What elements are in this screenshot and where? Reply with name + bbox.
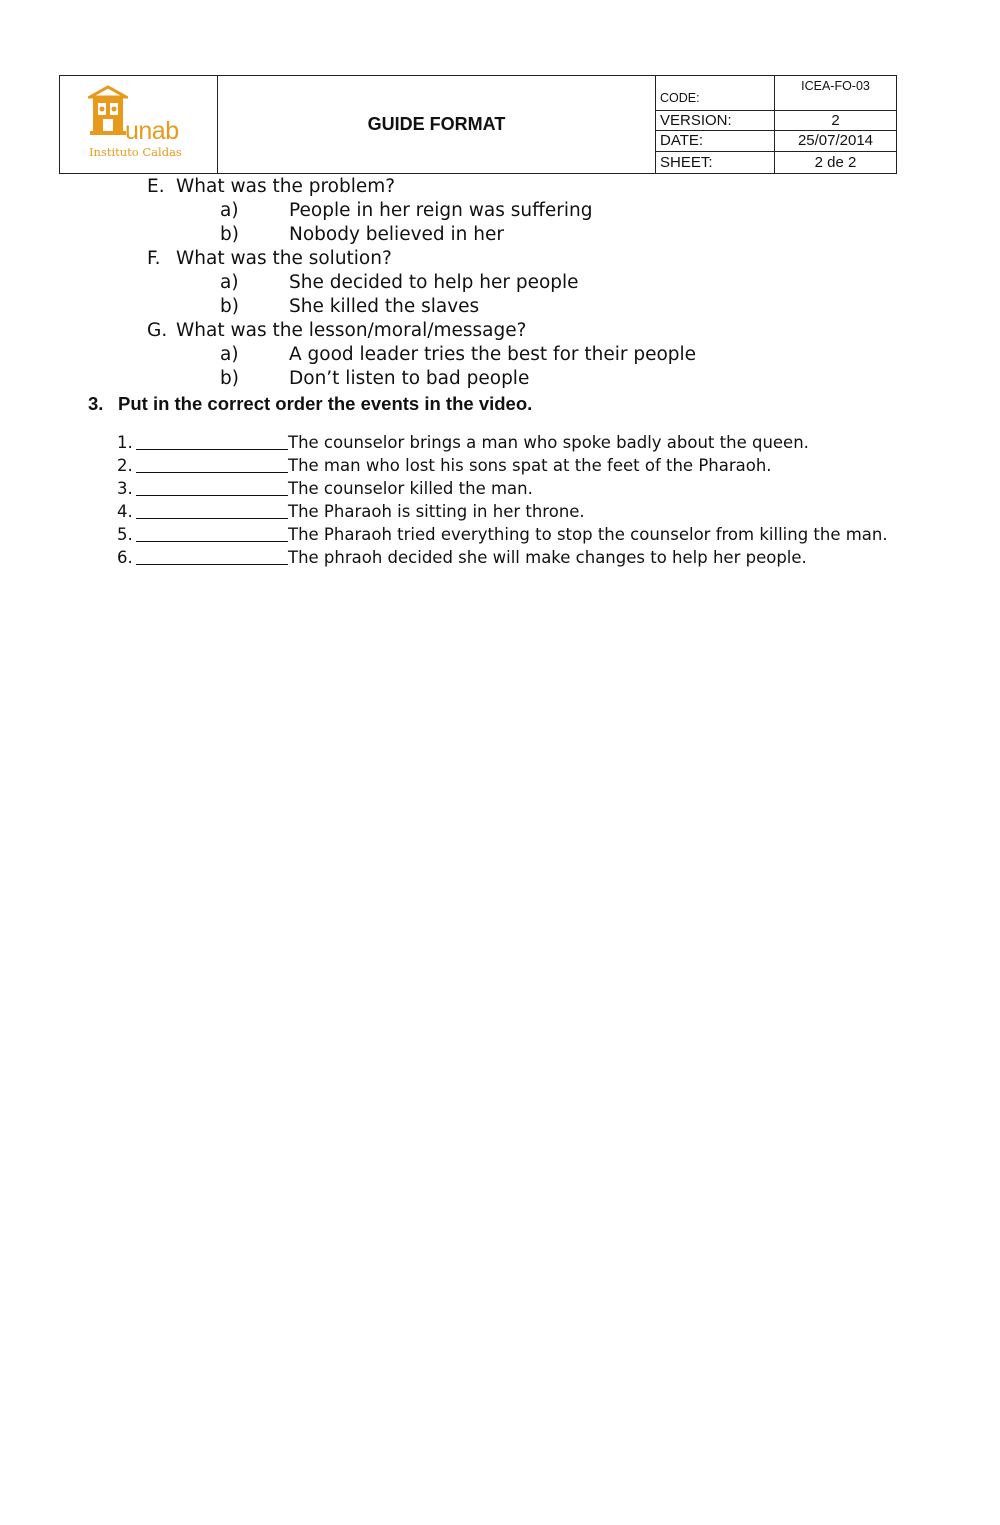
sheet-value: 2 de 2 bbox=[775, 151, 897, 173]
item-number: 3. bbox=[117, 479, 133, 498]
order-list bbox=[117, 431, 888, 569]
item-number: 1. bbox=[117, 433, 133, 452]
option-text: She decided to help her people bbox=[289, 272, 579, 293]
section-3-title bbox=[88, 393, 532, 415]
list-item bbox=[117, 523, 888, 546]
item-text: The man who lost his sons spat at the feet of the Pharaoh. bbox=[288, 456, 772, 475]
answer-blank[interactable] bbox=[136, 525, 288, 542]
item-text: The phraoh decided she will make changes to help her people. bbox=[288, 548, 807, 567]
question-text: What was the solution? bbox=[176, 248, 392, 269]
answer-option bbox=[147, 199, 696, 223]
list-item bbox=[117, 500, 888, 523]
answer-blank[interactable] bbox=[136, 548, 288, 565]
item-number: 6. bbox=[117, 548, 133, 567]
option-text: Nobody believed in her bbox=[289, 224, 504, 245]
option-letter: a) bbox=[220, 272, 239, 293]
question-block bbox=[147, 175, 696, 391]
answer-option bbox=[147, 271, 696, 295]
building-icon bbox=[88, 85, 128, 141]
option-letter: b) bbox=[220, 296, 239, 317]
item-text: The counselor killed the man. bbox=[288, 479, 533, 498]
logo-word: unab bbox=[125, 117, 179, 145]
option-text: Don’t listen to bad people bbox=[289, 368, 530, 389]
institution-logo bbox=[88, 85, 198, 159]
list-item bbox=[117, 454, 888, 477]
answer-blank[interactable] bbox=[136, 502, 288, 519]
document-title: GUIDE FORMAT bbox=[218, 76, 656, 174]
list-item bbox=[117, 477, 888, 500]
option-text: She killed the slaves bbox=[289, 296, 480, 317]
date-label: DATE: bbox=[656, 131, 775, 151]
code-label: CODE: bbox=[656, 76, 775, 111]
question-letter: F. bbox=[147, 248, 161, 269]
question-e bbox=[147, 175, 696, 199]
logo-subtitle: Instituto Caldas bbox=[89, 145, 182, 159]
item-text: The Pharaoh tried everything to stop the counselor from killing the man. bbox=[288, 525, 888, 544]
item-number: 4. bbox=[117, 502, 133, 521]
option-text: A good leader tries the best for their people bbox=[289, 344, 697, 365]
option-text: People in her reign was suffering bbox=[289, 200, 593, 221]
code-value: ICEA-FO-03 bbox=[775, 76, 897, 111]
answer-option bbox=[147, 367, 696, 391]
list-item bbox=[117, 546, 888, 569]
option-letter: a) bbox=[220, 200, 239, 221]
option-letter: b) bbox=[220, 224, 239, 245]
question-text: What was the problem? bbox=[176, 176, 396, 197]
question-text: What was the lesson/moral/message? bbox=[176, 320, 527, 341]
answer-option bbox=[147, 295, 696, 319]
question-letter: E. bbox=[147, 176, 165, 197]
answer-blank[interactable] bbox=[136, 456, 288, 473]
version-label: VERSION: bbox=[656, 110, 775, 130]
sheet-label: SHEET: bbox=[656, 151, 775, 173]
section-number: 3. bbox=[88, 393, 104, 414]
answer-option bbox=[147, 223, 696, 247]
version-value: 2 bbox=[775, 110, 897, 130]
option-letter: b) bbox=[220, 368, 239, 389]
answer-blank[interactable] bbox=[136, 433, 288, 450]
section-title-text: Put in the correct order the events in the video. bbox=[118, 393, 533, 414]
question-f bbox=[147, 247, 696, 271]
answer-option bbox=[147, 343, 696, 367]
date-value: 25/07/2014 bbox=[775, 131, 897, 151]
logo-cell bbox=[60, 76, 218, 174]
header-table bbox=[59, 75, 897, 174]
item-text: The Pharaoh is sitting in her throne. bbox=[288, 502, 585, 521]
item-number: 5. bbox=[117, 525, 133, 544]
answer-blank[interactable] bbox=[136, 479, 288, 496]
question-letter: G. bbox=[147, 320, 168, 341]
option-letter: a) bbox=[220, 344, 239, 365]
question-g bbox=[147, 319, 696, 343]
item-text: The counselor brings a man who spoke badly about the queen. bbox=[288, 433, 809, 452]
item-number: 2. bbox=[117, 456, 133, 475]
list-item bbox=[117, 431, 888, 454]
